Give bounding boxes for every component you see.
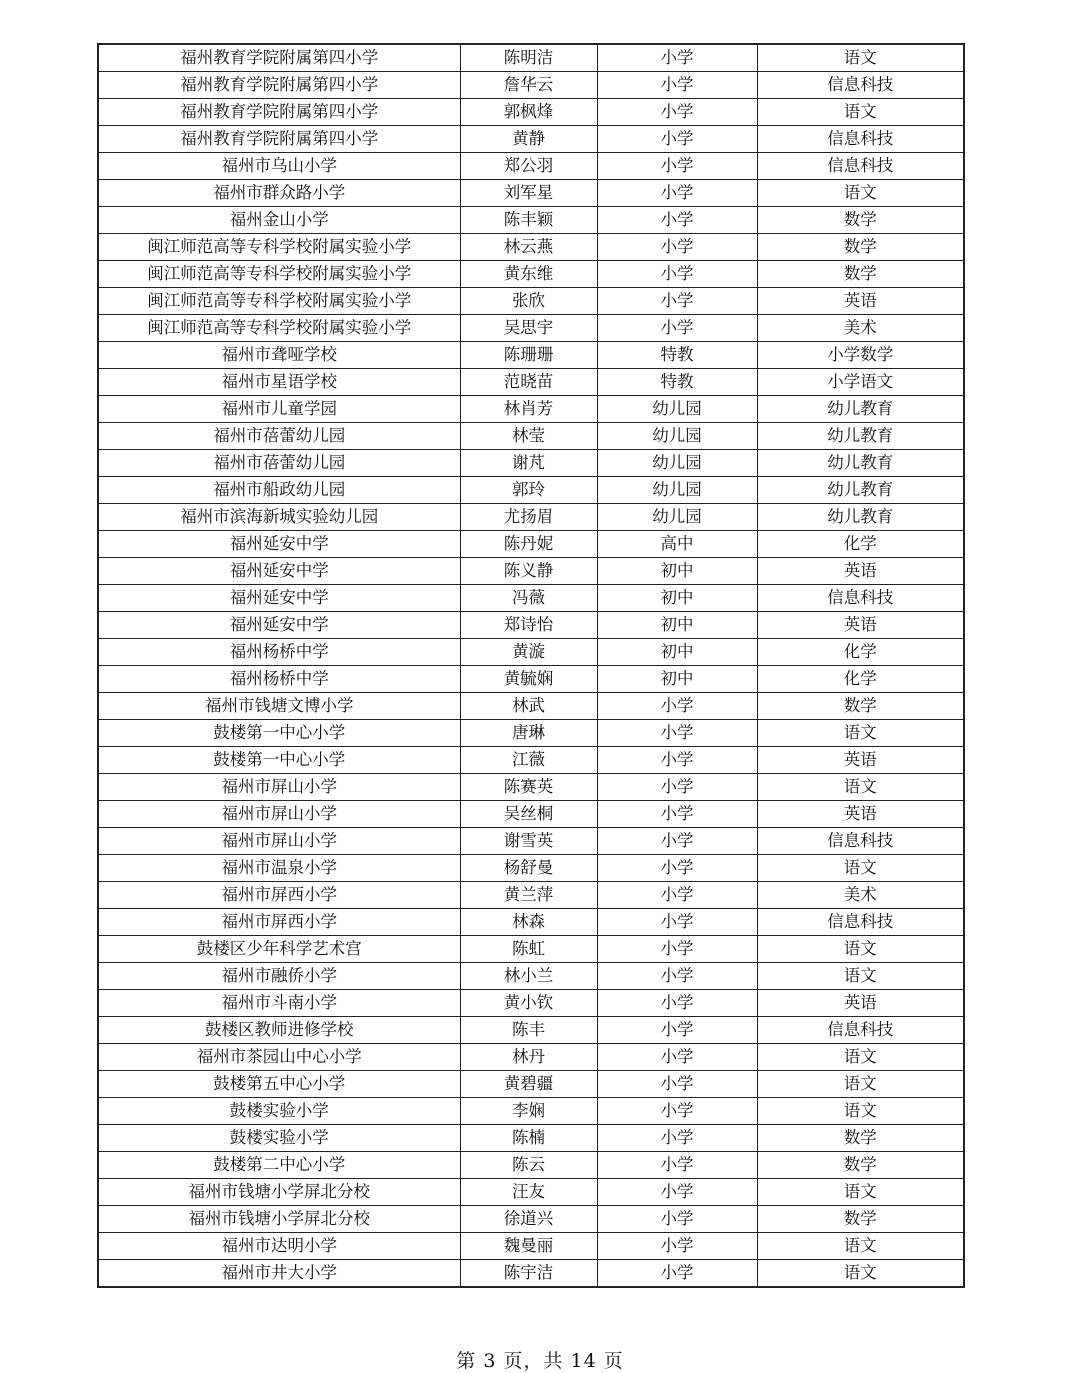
table-row — [98, 423, 964, 450]
school-cell: 鼓楼区教师进修学校 — [98, 1017, 460, 1044]
school-level-cell: 小学 — [597, 1206, 757, 1233]
school-level-cell: 初中 — [597, 612, 757, 639]
school-level-cell: 小学 — [597, 234, 757, 261]
table-row — [98, 153, 964, 180]
table-row — [98, 477, 964, 504]
teacher-name-cell: 陈宇洁 — [460, 1260, 597, 1288]
subject-cell: 数学 — [757, 1206, 964, 1233]
subject-cell: 信息科技 — [757, 153, 964, 180]
table-row — [98, 531, 964, 558]
table-row — [98, 585, 964, 612]
school-level-cell: 小学 — [597, 72, 757, 99]
teacher-name-cell: 陈丰颖 — [460, 207, 597, 234]
school-cell: 鼓楼第一中心小学 — [98, 747, 460, 774]
subject-cell: 小学语文 — [757, 369, 964, 396]
subject-cell: 小学数学 — [757, 342, 964, 369]
teacher-name-cell: 黄静 — [460, 126, 597, 153]
school-cell: 福州市船政幼儿园 — [98, 477, 460, 504]
school-level-cell: 初中 — [597, 666, 757, 693]
teacher-name-cell: 陈赛英 — [460, 774, 597, 801]
school-level-cell: 小学 — [597, 774, 757, 801]
school-level-cell: 小学 — [597, 882, 757, 909]
school-level-cell: 小学 — [597, 153, 757, 180]
subject-cell: 英语 — [757, 558, 964, 585]
school-cell: 福州市井大小学 — [98, 1260, 460, 1288]
subject-cell: 英语 — [757, 801, 964, 828]
teacher-name-cell: 杨舒曼 — [460, 855, 597, 882]
school-level-cell: 小学 — [597, 747, 757, 774]
school-level-cell: 小学 — [597, 288, 757, 315]
school-level-cell: 小学 — [597, 126, 757, 153]
subject-cell: 数学 — [757, 693, 964, 720]
school-level-cell: 小学 — [597, 1125, 757, 1152]
table-row — [98, 126, 964, 153]
school-level-cell: 幼儿园 — [597, 504, 757, 531]
school-cell: 鼓楼第二中心小学 — [98, 1152, 460, 1179]
table-row — [98, 1152, 964, 1179]
table-row — [98, 963, 964, 990]
school-level-cell: 小学 — [597, 1044, 757, 1071]
table-row — [98, 1179, 964, 1206]
school-level-cell: 特教 — [597, 369, 757, 396]
school-level-cell: 幼儿园 — [597, 396, 757, 423]
teacher-name-cell: 徐道兴 — [460, 1206, 597, 1233]
table-row — [98, 1206, 964, 1233]
teacher-name-cell: 陈云 — [460, 1152, 597, 1179]
teacher-name-cell: 陈明洁 — [460, 44, 597, 72]
teacher-name-cell: 林小兰 — [460, 963, 597, 990]
school-level-cell: 小学 — [597, 1017, 757, 1044]
school-level-cell: 小学 — [597, 261, 757, 288]
teacher-roster-table — [97, 43, 965, 1288]
table-row — [98, 1125, 964, 1152]
school-cell: 福州市乌山小学 — [98, 153, 460, 180]
subject-cell: 化学 — [757, 639, 964, 666]
teacher-name-cell: 郭枫烽 — [460, 99, 597, 126]
teacher-name-cell: 张欣 — [460, 288, 597, 315]
teacher-name-cell: 吴思宇 — [460, 315, 597, 342]
school-cell: 福州市星语学校 — [98, 369, 460, 396]
teacher-name-cell: 林肖芳 — [460, 396, 597, 423]
teacher-name-cell: 陈虹 — [460, 936, 597, 963]
school-level-cell: 小学 — [597, 801, 757, 828]
table-row — [98, 774, 964, 801]
school-level-cell: 小学 — [597, 720, 757, 747]
table-row — [98, 180, 964, 207]
school-cell: 福州教育学院附属第四小学 — [98, 72, 460, 99]
subject-cell: 美术 — [757, 315, 964, 342]
subject-cell: 信息科技 — [757, 828, 964, 855]
subject-cell: 化学 — [757, 666, 964, 693]
subject-cell: 幼儿教育 — [757, 504, 964, 531]
school-cell: 福州市聋哑学校 — [98, 342, 460, 369]
school-level-cell: 小学 — [597, 990, 757, 1017]
subject-cell: 语文 — [757, 855, 964, 882]
table-row — [98, 828, 964, 855]
subject-cell: 信息科技 — [757, 909, 964, 936]
teacher-name-cell: 郑公羽 — [460, 153, 597, 180]
school-cell: 鼓楼第一中心小学 — [98, 720, 460, 747]
table-row — [98, 342, 964, 369]
table-row — [98, 720, 964, 747]
subject-cell: 数学 — [757, 1152, 964, 1179]
school-cell: 闽江师范高等专科学校附属实验小学 — [98, 288, 460, 315]
subject-cell: 数学 — [757, 1125, 964, 1152]
school-cell: 福州市滨海新城实验幼儿园 — [98, 504, 460, 531]
school-level-cell: 小学 — [597, 44, 757, 72]
subject-cell: 语文 — [757, 99, 964, 126]
teacher-name-cell: 尤扬眉 — [460, 504, 597, 531]
subject-cell: 信息科技 — [757, 126, 964, 153]
teacher-name-cell: 李娴 — [460, 1098, 597, 1125]
table-row — [98, 72, 964, 99]
school-level-cell: 幼儿园 — [597, 477, 757, 504]
school-cell: 鼓楼区少年科学艺术宫 — [98, 936, 460, 963]
subject-cell: 语文 — [757, 1044, 964, 1071]
school-level-cell: 小学 — [597, 1179, 757, 1206]
table-row — [98, 261, 964, 288]
school-cell: 福州延安中学 — [98, 558, 460, 585]
school-cell: 福州市钱塘小学屏北分校 — [98, 1179, 460, 1206]
school-cell: 福州延安中学 — [98, 531, 460, 558]
table-row — [98, 99, 964, 126]
teacher-name-cell: 郭玲 — [460, 477, 597, 504]
table-row — [98, 44, 964, 72]
roster-body — [98, 44, 964, 1287]
subject-cell: 语文 — [757, 720, 964, 747]
subject-cell: 化学 — [757, 531, 964, 558]
table-row — [98, 207, 964, 234]
teacher-name-cell: 林森 — [460, 909, 597, 936]
school-level-cell: 幼儿园 — [597, 450, 757, 477]
school-level-cell: 高中 — [597, 531, 757, 558]
school-cell: 福州市钱塘小学屏北分校 — [98, 1206, 460, 1233]
subject-cell: 美术 — [757, 882, 964, 909]
table-row — [98, 909, 964, 936]
subject-cell: 语文 — [757, 180, 964, 207]
teacher-name-cell: 唐琳 — [460, 720, 597, 747]
school-cell: 福州市屏山小学 — [98, 774, 460, 801]
table-row — [98, 639, 964, 666]
subject-cell: 数学 — [757, 261, 964, 288]
teacher-name-cell: 谢雪英 — [460, 828, 597, 855]
teacher-name-cell: 詹华云 — [460, 72, 597, 99]
subject-cell: 信息科技 — [757, 72, 964, 99]
table-row — [98, 234, 964, 261]
subject-cell: 语文 — [757, 1233, 964, 1260]
subject-cell: 语文 — [757, 1098, 964, 1125]
school-level-cell: 小学 — [597, 1233, 757, 1260]
teacher-name-cell: 冯薇 — [460, 585, 597, 612]
teacher-name-cell: 黄东维 — [460, 261, 597, 288]
school-cell: 福州金山小学 — [98, 207, 460, 234]
school-cell: 福州教育学院附属第四小学 — [98, 44, 460, 72]
subject-cell: 语文 — [757, 774, 964, 801]
school-cell: 福州市斗南小学 — [98, 990, 460, 1017]
school-cell: 福州市屏山小学 — [98, 828, 460, 855]
school-cell: 闽江师范高等专科学校附属实验小学 — [98, 261, 460, 288]
teacher-name-cell: 江薇 — [460, 747, 597, 774]
table-row — [98, 1017, 964, 1044]
school-cell: 鼓楼实验小学 — [98, 1125, 460, 1152]
school-cell: 福州教育学院附属第四小学 — [98, 99, 460, 126]
school-level-cell: 小学 — [597, 315, 757, 342]
teacher-name-cell: 黄碧疆 — [460, 1071, 597, 1098]
school-cell: 福州市达明小学 — [98, 1233, 460, 1260]
school-cell: 福州市温泉小学 — [98, 855, 460, 882]
teacher-name-cell: 林武 — [460, 693, 597, 720]
table-row — [98, 504, 964, 531]
school-cell: 福州教育学院附属第四小学 — [98, 126, 460, 153]
table-row — [98, 558, 964, 585]
school-cell: 福州杨桥中学 — [98, 639, 460, 666]
school-level-cell: 幼儿园 — [597, 423, 757, 450]
school-level-cell: 初中 — [597, 639, 757, 666]
teacher-name-cell: 陈楠 — [460, 1125, 597, 1152]
table-row — [98, 936, 964, 963]
teacher-name-cell: 陈义静 — [460, 558, 597, 585]
subject-cell: 英语 — [757, 612, 964, 639]
school-level-cell: 初中 — [597, 558, 757, 585]
school-cell: 福州市儿童学园 — [98, 396, 460, 423]
table-row — [98, 1044, 964, 1071]
page-number-footer: 第 3 页，共 14 页 — [456, 1350, 624, 1372]
school-cell: 福州市茶园山中心小学 — [98, 1044, 460, 1071]
subject-cell: 语文 — [757, 1179, 964, 1206]
subject-cell: 数学 — [757, 207, 964, 234]
table-row — [98, 801, 964, 828]
school-cell: 鼓楼实验小学 — [98, 1098, 460, 1125]
subject-cell: 语文 — [757, 936, 964, 963]
school-level-cell: 初中 — [597, 585, 757, 612]
teacher-name-cell: 林莹 — [460, 423, 597, 450]
subject-cell: 幼儿教育 — [757, 450, 964, 477]
school-level-cell: 小学 — [597, 963, 757, 990]
table-row — [98, 396, 964, 423]
school-cell: 福州市屏山小学 — [98, 801, 460, 828]
subject-cell: 幼儿教育 — [757, 396, 964, 423]
subject-cell: 数学 — [757, 234, 964, 261]
school-level-cell: 小学 — [597, 693, 757, 720]
school-cell: 福州市蓓蕾幼儿园 — [98, 423, 460, 450]
teacher-name-cell: 黄小钦 — [460, 990, 597, 1017]
table-row — [98, 666, 964, 693]
school-level-cell: 小学 — [597, 207, 757, 234]
subject-cell: 语文 — [757, 1071, 964, 1098]
subject-cell: 信息科技 — [757, 1017, 964, 1044]
table-row — [98, 855, 964, 882]
teacher-name-cell: 黄兰萍 — [460, 882, 597, 909]
table-row — [98, 1233, 964, 1260]
subject-cell: 语文 — [757, 44, 964, 72]
teacher-name-cell: 黄漩 — [460, 639, 597, 666]
table-row — [98, 1260, 964, 1288]
subject-cell: 英语 — [757, 747, 964, 774]
teacher-name-cell: 林云燕 — [460, 234, 597, 261]
table-row — [98, 450, 964, 477]
teacher-name-cell: 陈珊珊 — [460, 342, 597, 369]
school-level-cell: 小学 — [597, 99, 757, 126]
school-level-cell: 特教 — [597, 342, 757, 369]
subject-cell: 幼儿教育 — [757, 423, 964, 450]
school-cell: 福州市融侨小学 — [98, 963, 460, 990]
school-cell: 鼓楼第五中心小学 — [98, 1071, 460, 1098]
teacher-name-cell: 郑诗怡 — [460, 612, 597, 639]
school-level-cell: 小学 — [597, 1152, 757, 1179]
teacher-name-cell: 吴丝桐 — [460, 801, 597, 828]
table-row — [98, 693, 964, 720]
table-row — [98, 315, 964, 342]
school-cell: 闽江师范高等专科学校附属实验小学 — [98, 234, 460, 261]
teacher-name-cell: 魏曼丽 — [460, 1233, 597, 1260]
table-row — [98, 1071, 964, 1098]
subject-cell: 信息科技 — [757, 585, 964, 612]
table-row — [98, 882, 964, 909]
teacher-name-cell: 陈丰 — [460, 1017, 597, 1044]
school-level-cell: 小学 — [597, 1260, 757, 1288]
school-cell: 闽江师范高等专科学校附属实验小学 — [98, 315, 460, 342]
subject-cell: 语文 — [757, 1260, 964, 1288]
school-level-cell: 小学 — [597, 828, 757, 855]
school-level-cell: 小学 — [597, 909, 757, 936]
teacher-name-cell: 刘军星 — [460, 180, 597, 207]
school-level-cell: 小学 — [597, 1098, 757, 1125]
school-level-cell: 小学 — [597, 936, 757, 963]
school-cell: 福州杨桥中学 — [98, 666, 460, 693]
subject-cell: 英语 — [757, 288, 964, 315]
school-level-cell: 小学 — [597, 1071, 757, 1098]
table-row — [98, 612, 964, 639]
teacher-name-cell: 黄毓娴 — [460, 666, 597, 693]
school-level-cell: 小学 — [597, 180, 757, 207]
table-row — [98, 288, 964, 315]
school-cell: 福州延安中学 — [98, 585, 460, 612]
subject-cell: 语文 — [757, 963, 964, 990]
school-cell: 福州市屏西小学 — [98, 882, 460, 909]
school-level-cell: 小学 — [597, 855, 757, 882]
teacher-name-cell: 汪友 — [460, 1179, 597, 1206]
subject-cell: 幼儿教育 — [757, 477, 964, 504]
teacher-name-cell: 陈丹妮 — [460, 531, 597, 558]
table-row — [98, 747, 964, 774]
school-cell: 福州延安中学 — [98, 612, 460, 639]
teacher-name-cell: 林丹 — [460, 1044, 597, 1071]
school-cell: 福州市钱塘文博小学 — [98, 693, 460, 720]
table-row — [98, 990, 964, 1017]
table-row — [98, 369, 964, 396]
teacher-name-cell: 谢芃 — [460, 450, 597, 477]
table-row — [98, 1098, 964, 1125]
subject-cell: 英语 — [757, 990, 964, 1017]
school-cell: 福州市群众路小学 — [98, 180, 460, 207]
school-cell: 福州市蓓蕾幼儿园 — [98, 450, 460, 477]
teacher-name-cell: 范晓苗 — [460, 369, 597, 396]
school-cell: 福州市屏西小学 — [98, 909, 460, 936]
